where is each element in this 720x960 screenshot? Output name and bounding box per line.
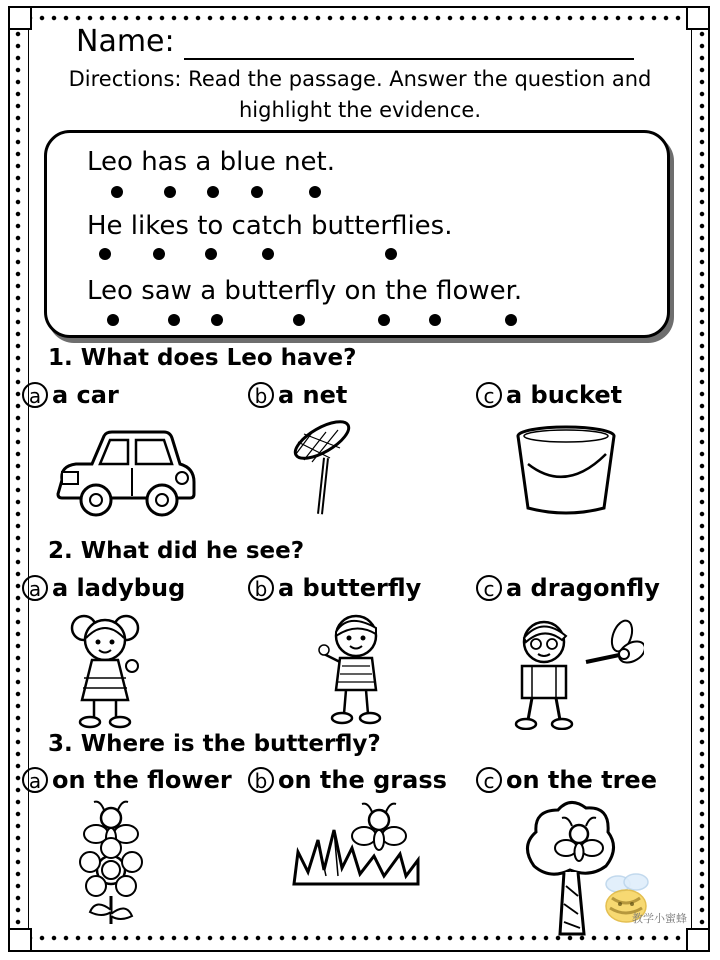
word-dot <box>309 186 321 198</box>
boy-butterfly-icon <box>318 610 390 728</box>
question-2: 2. What did he see? <box>48 538 305 564</box>
dotted-border-top <box>24 14 696 22</box>
option-text: on the grass <box>278 766 447 794</box>
word-dot <box>211 314 223 326</box>
q1-option-b[interactable] <box>248 380 347 409</box>
option-text: a ladybug <box>52 574 186 602</box>
word-dot <box>429 314 441 326</box>
option-text: on the tree <box>506 766 657 794</box>
corner-top-left <box>8 6 32 30</box>
q2-option-a[interactable] <box>22 573 185 602</box>
watermark-text: 教学小蜜蜂 <box>632 912 687 925</box>
question-3: 3. Where is the butterfly? <box>48 731 381 757</box>
option-text: a car <box>52 381 119 409</box>
option-text: a dragonfly <box>506 574 660 602</box>
q1-option-a[interactable] <box>22 380 119 409</box>
name-line[interactable] <box>184 58 634 60</box>
dotted-border-right <box>698 28 706 928</box>
word-dot <box>168 314 180 326</box>
word-dot <box>207 186 219 198</box>
option-letter: b <box>248 575 274 601</box>
word-dot <box>111 186 123 198</box>
word-dot <box>164 186 176 198</box>
bucket-icon <box>514 424 618 518</box>
girl-ladybug-icon <box>66 610 146 730</box>
option-letter: b <box>248 767 274 793</box>
q3-option-a[interactable] <box>22 765 232 794</box>
word-dot <box>107 314 119 326</box>
option-text: a bucket <box>506 381 623 409</box>
word-dot <box>505 314 517 326</box>
word-dot <box>293 314 305 326</box>
word-dot <box>99 248 111 260</box>
boy-dragonfly-icon <box>512 616 644 730</box>
corner-bottom-left <box>8 928 32 952</box>
butterfly-grass-icon <box>290 800 422 890</box>
q2-option-c[interactable] <box>476 573 660 602</box>
corner-top-right <box>686 6 710 30</box>
car-icon <box>52 424 200 520</box>
option-letter: a <box>22 382 48 408</box>
dotted-border-left <box>14 28 22 928</box>
word-dot <box>251 186 263 198</box>
corner-bottom-right <box>686 928 710 952</box>
option-letter: c <box>476 767 502 793</box>
word-dot <box>205 248 217 260</box>
passage-sentence-1: Leo has a blue net. <box>87 147 336 177</box>
passage-box <box>44 130 670 338</box>
word-dot <box>378 314 390 326</box>
name-label: Name: <box>76 24 175 59</box>
question-1: 1. What does Leo have? <box>48 345 357 371</box>
option-text: a net <box>278 381 348 409</box>
name-row <box>76 24 636 64</box>
q2-option-b[interactable] <box>248 573 421 602</box>
option-letter: a <box>22 767 48 793</box>
word-dot <box>153 248 165 260</box>
passage-sentence-3: Leo saw a butterfly on the flower. <box>87 276 523 306</box>
option-letter: c <box>476 575 502 601</box>
option-letter: c <box>476 382 502 408</box>
option-letter: b <box>248 382 274 408</box>
option-letter: a <box>22 575 48 601</box>
q3-option-c[interactable] <box>476 765 657 794</box>
option-text: a butterfly <box>278 574 422 602</box>
option-text: on the flower <box>52 766 232 794</box>
word-dot <box>385 248 397 260</box>
directions: Directions: Read the passage. Answer the question and highlight the evidence. <box>68 67 652 122</box>
q1-option-c[interactable] <box>476 380 622 409</box>
word-dot <box>262 248 274 260</box>
net-icon <box>284 418 356 518</box>
passage-sentence-2: He likes to catch butterflies. <box>87 211 453 241</box>
q3-option-b[interactable] <box>248 765 447 794</box>
butterfly-flower-icon <box>66 798 156 928</box>
